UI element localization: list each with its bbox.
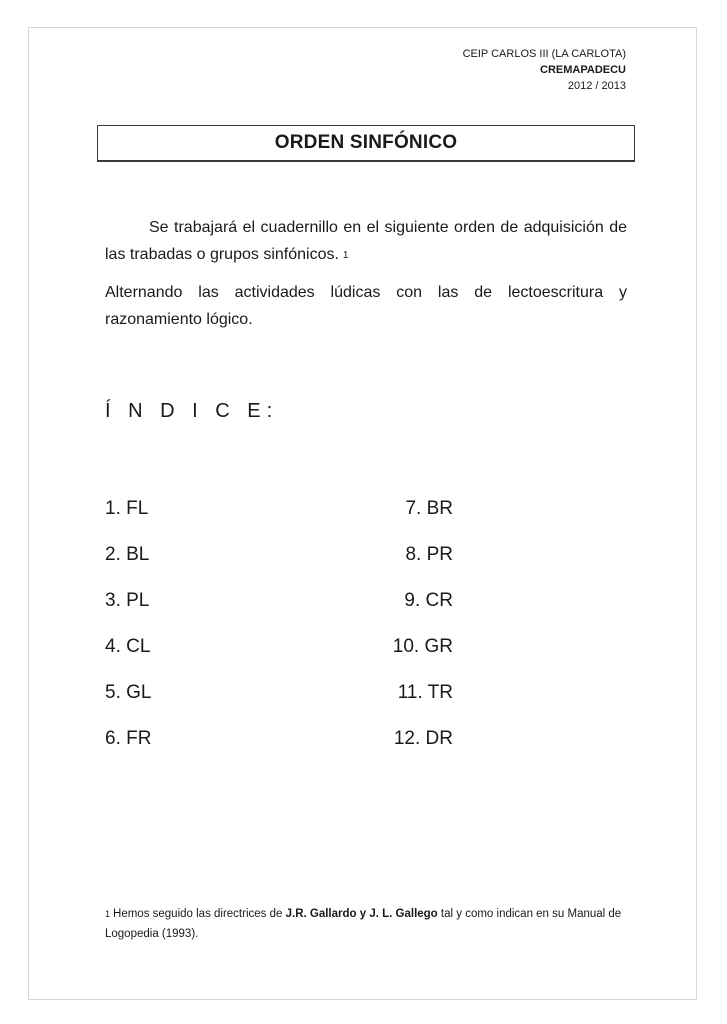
list-item: 8. PR xyxy=(405,544,453,565)
school-year: 2012 / 2013 xyxy=(567,80,626,92)
list-item: 4. CL xyxy=(105,636,151,657)
footnote-reference: 1 xyxy=(342,250,349,261)
footnote-authors: J.R. Gallardo y J. L. Gallego xyxy=(285,908,438,920)
list-item: 1. FL xyxy=(105,498,149,519)
index-list-left xyxy=(105,486,151,762)
footnote xyxy=(105,904,645,944)
intro-paragraph-2: Alternando las actividades lúdicas con las de lectoescritura y razonamiento lógico. xyxy=(105,284,627,328)
page-title xyxy=(97,125,635,162)
intro-paragraph-1-text: Se trabajará el cuadernillo en el siguiente orden de adquisición de las trabadas o grupos sinfónicos. xyxy=(105,219,627,263)
footnote-mark: 1 xyxy=(105,909,111,919)
school-name: CEIP CARLOS III (LA CARLOTA) xyxy=(462,48,626,60)
school-header xyxy=(463,46,626,94)
list-item: 2. BL xyxy=(105,544,150,565)
list-item: 11. TR xyxy=(397,682,453,703)
intro-text xyxy=(105,214,627,333)
document-page xyxy=(28,27,697,1000)
index-list-right xyxy=(387,486,453,762)
program-name: CREMAPADECU xyxy=(540,64,626,76)
list-item: 7. BR xyxy=(405,498,453,519)
list-item: 12. DR xyxy=(393,728,453,749)
intro-paragraph-1 xyxy=(105,214,627,269)
list-item: 9. CR xyxy=(404,590,453,611)
footnote-text-after: tal y como indican en su Manual de Logopedia (1993). xyxy=(105,908,622,940)
list-item: 10. GR xyxy=(392,636,453,657)
page-title-text: ORDEN SINFÓNICO xyxy=(274,132,458,153)
index-heading: Í N D I C E: xyxy=(105,400,279,422)
list-item: 5. GL xyxy=(105,682,152,703)
list-item: 6. FR xyxy=(105,728,152,749)
footnote-text-before: Hemos seguido las directrices de xyxy=(113,908,283,920)
list-item: 3. PL xyxy=(105,590,150,611)
